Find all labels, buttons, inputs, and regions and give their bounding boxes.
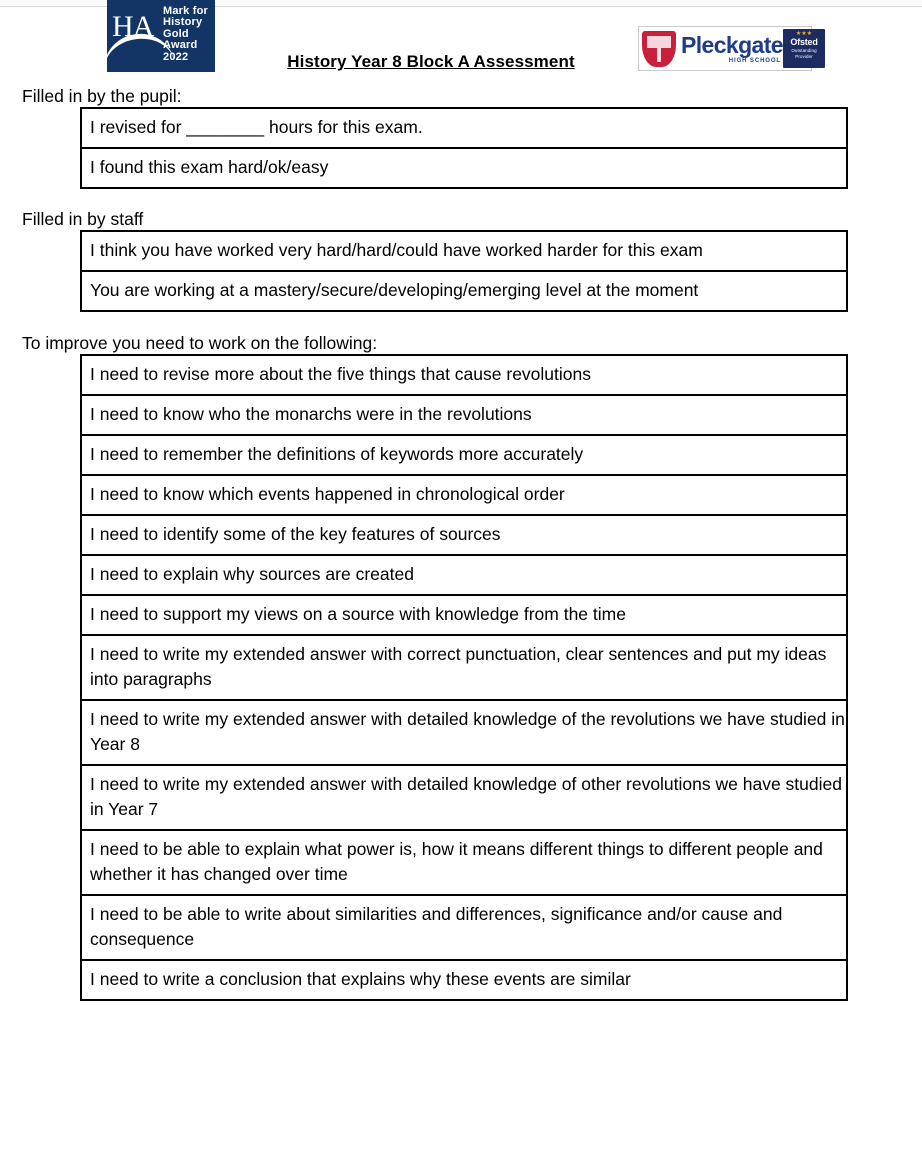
staff-response-table [80, 230, 848, 312]
ofsted-stars-icon: ★★★ [795, 31, 813, 37]
table-row[interactable] [81, 555, 847, 595]
table-row[interactable] [81, 895, 847, 960]
table-row[interactable] [81, 635, 847, 700]
ofsted-badge [783, 29, 825, 68]
school-subtitle: HIGH SCHOOL [728, 57, 781, 64]
improvement-target[interactable]: I need to be able to write about similarities and differences, significance and/or cause and consequence [81, 895, 847, 960]
school-name: Pleckgate [681, 31, 783, 58]
staff-row-level[interactable]: You are working at a mastery/secure/developing/emerging level at the moment [81, 271, 847, 311]
improvement-target[interactable]: I need to explain why sources are created [81, 555, 847, 595]
table-row[interactable] [81, 148, 847, 188]
pupil-response-table [80, 107, 848, 189]
table-row[interactable] [81, 395, 847, 435]
document-header [0, 7, 922, 85]
table-row[interactable] [81, 765, 847, 830]
spacer [0, 189, 922, 208]
ha-award-line-3: Gold [163, 27, 189, 40]
section-label-pupil: Filled in by the pupil: [22, 86, 182, 106]
improvement-target[interactable]: I need to write a conclusion that explains why these events are similar [81, 960, 847, 1000]
improvement-target[interactable]: I need to know which events happened in chronological order [81, 475, 847, 515]
table-row[interactable] [81, 435, 847, 475]
pupil-row-revision-hours[interactable]: I revised for ________ hours for this exam. [81, 108, 847, 148]
improvement-target[interactable]: I need to know who the monarchs were in the revolutions [81, 395, 847, 435]
ha-award-line-4: Award [163, 39, 198, 52]
table-row[interactable] [81, 595, 847, 635]
ha-award-line-5: 2022 [163, 50, 189, 63]
school-name-block [676, 31, 783, 64]
table-row[interactable] [81, 355, 847, 395]
table-row[interactable] [81, 231, 847, 271]
improvement-target[interactable]: I need to identify some of the key features of sources [81, 515, 847, 555]
ha-award-line-1: Mark for [163, 5, 208, 17]
improvement-target[interactable]: I need to revise more about the five things that cause revolutions [81, 355, 847, 395]
improvement-targets-table [80, 354, 848, 1001]
section-label-staff: Filled in by staff [22, 209, 144, 229]
improvement-target[interactable]: I need to write my extended answer with correct punctuation, clear sentences and put my ideas into paragraphs [81, 635, 847, 700]
table-row[interactable] [81, 960, 847, 1000]
ofsted-tagline-line-2: Provider [795, 53, 813, 59]
section-staff [0, 208, 922, 312]
table-row[interactable] [81, 271, 847, 311]
improvement-target[interactable]: I need to support my views on a source with knowledge from the time [81, 595, 847, 635]
table-row[interactable] [81, 475, 847, 515]
section-label-improvements: To improve you need to work on the following: [22, 333, 378, 353]
document-page [0, 7, 922, 1001]
improvement-target[interactable]: I need to be able to explain what power is, how it means different things to different people and whether it has changed over time [81, 830, 847, 895]
section-improvements [0, 332, 922, 1001]
spacer [0, 312, 922, 332]
pupil-row-difficulty[interactable]: I found this exam hard/ok/easy [81, 148, 847, 188]
improvement-target[interactable]: I need to write my extended answer with detailed knowledge of the revolutions we have studied in Year 8 [81, 700, 847, 765]
improvement-target[interactable]: I need to write my extended answer with detailed knowledge of other revolutions we have studied in Year 7 [81, 765, 847, 830]
page-title: History Year 8 Block A Assessment [287, 52, 575, 71]
table-row[interactable] [81, 830, 847, 895]
table-row[interactable] [81, 700, 847, 765]
table-row[interactable] [81, 515, 847, 555]
ha-monogram-text: HA [112, 10, 154, 43]
pleckgate-high-school-logo [638, 26, 818, 71]
ha-award-line-2: History [163, 16, 203, 29]
ofsted-name: Ofsted [790, 37, 818, 47]
section-pupil [0, 85, 922, 189]
staff-row-effort[interactable]: I think you have worked very hard/hard/could have worked harder for this exam [81, 231, 847, 271]
improvement-target[interactable]: I need to remember the definitions of keywords more accurately [81, 435, 847, 475]
ofsted-tagline-line-1: Outstanding [791, 48, 817, 53]
table-row[interactable] [81, 108, 847, 148]
school-crest-icon [642, 31, 676, 67]
